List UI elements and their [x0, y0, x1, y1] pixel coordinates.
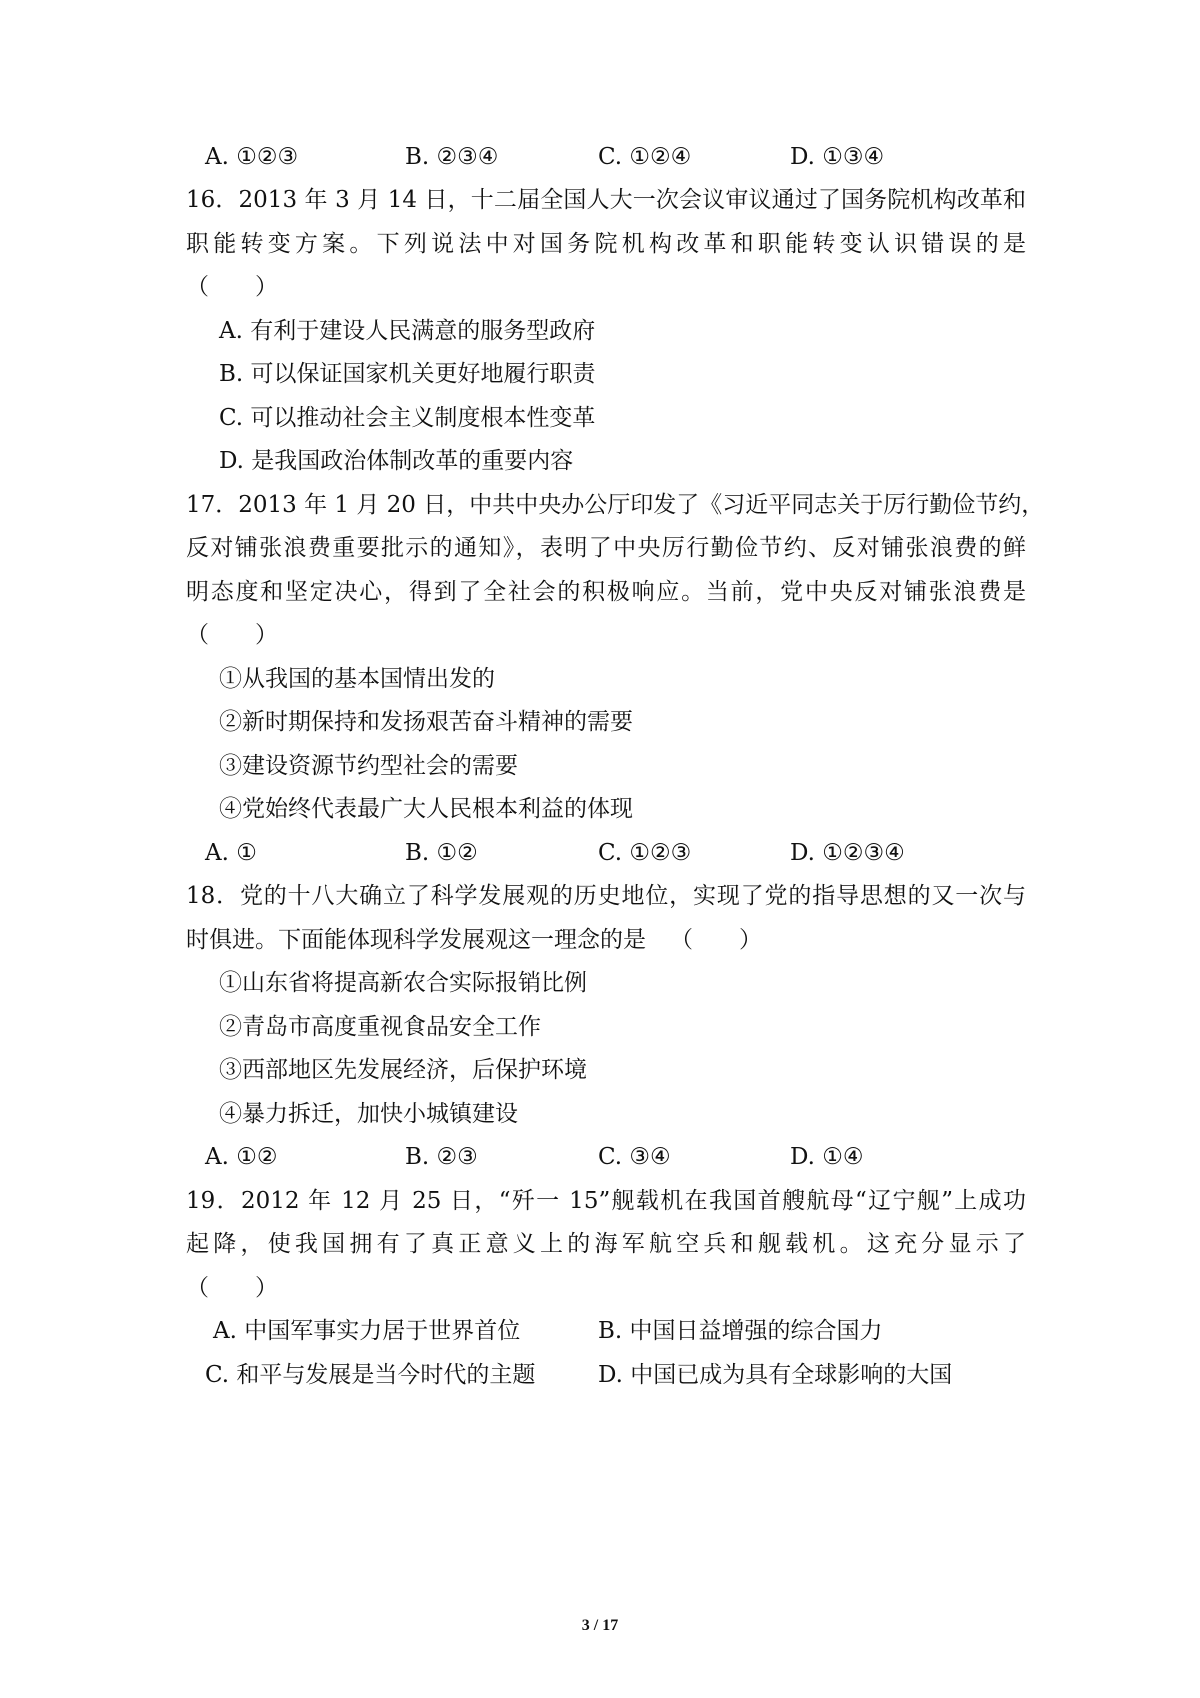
q17-stem-line-3: 明态度和坚定决心，得到了全社会的积极响应。当前，党中央反对铺张浪费是 [186, 579, 1026, 605]
q17-item-1: ①从我国的基本国情出发的 [219, 666, 495, 692]
q17-stem-line-1: 17．2013 年 1 月 20 日，中共中央办公厅印发了《习近平同志关于厉行勤俭节约， [186, 492, 1045, 518]
q18-option-d: D. ①④ [790, 1144, 864, 1170]
q17-item-4: ④党始终代表最广大人民根本利益的体现 [219, 796, 633, 822]
q16-option-b: B. 可以保证国家机关更好地履行职责 [219, 361, 596, 387]
q15-option-b: B. ②③④ [405, 144, 499, 170]
q16-stem-line-1: 16．2013 年 3 月 14 日，十二届全国人大一次会议审议通过了国务院机构改革和 [186, 187, 1026, 213]
q19-stem-line-2: 起降，使我国拥有了真正意义上的海军航空兵和舰载机。这充分显示了 [186, 1231, 1026, 1257]
q18-item-3: ③西部地区先发展经济，后保护环境 [219, 1057, 587, 1083]
q15-option-d: D. ①③④ [790, 144, 885, 170]
q17-item-2: ②新时期保持和发扬艰苦奋斗精神的需要 [219, 709, 633, 735]
q16-stem-line-2: 职能转变方案。下列说法中对国务院机构改革和职能转变认识错误的是 [186, 231, 1026, 257]
q19-option-b: B. 中国日益增强的综合国力 [598, 1318, 883, 1344]
q15-option-c: C. ①②④ [598, 144, 692, 170]
q16-option-a: A. 有利于建设人民满意的服务型政府 [219, 318, 596, 344]
q17-item-3: ③建设资源节约型社会的需要 [219, 753, 518, 779]
q18-item-2: ②青岛市高度重视食品安全工作 [219, 1014, 541, 1040]
q19-stem-line-1: 19．2012 年 12 月 25 日，“歼一 15”舰载机在我国首艘航母“辽宁舰”上成功 [186, 1188, 1026, 1214]
q19-option-d: D. 中国已成为具有全球影响的大国 [598, 1362, 953, 1388]
q18-option-a: A. ①② [205, 1144, 278, 1170]
q16-option-d: D. 是我国政治体制改革的重要内容 [219, 448, 574, 474]
q17-option-a: A. ① [205, 840, 257, 866]
q17-option-d: D. ①②③④ [790, 840, 905, 866]
q19-option-c: C. 和平与发展是当今时代的主题 [205, 1362, 536, 1388]
q18-option-b: B. ②③ [405, 1144, 478, 1170]
q19-answer-paren: （ ） [186, 1275, 278, 1301]
q18-stem-line-1: 18．党的十八大确立了科学发展观的历史地位，实现了党的指导思想的又一次与 [186, 883, 1026, 909]
q17-answer-paren: （ ） [186, 622, 278, 648]
q18-option-c: C. ③④ [598, 1144, 671, 1170]
q18-stem-line-2: 时俱进。下面能体现科学发展观这一理念的是 [186, 927, 646, 953]
page-number: 3 / 17 [581, 1617, 619, 1634]
q15-option-a: A. ①②③ [205, 144, 299, 170]
q18-answer-paren: （ ） [670, 927, 762, 953]
q17-stem-line-2: 反对铺张浪费重要批示的通知》，表明了中央厉行勤俭节约、反对铺张浪费的鲜 [186, 535, 1026, 561]
q19-option-a: A. 中国军事实力居于世界首位 [213, 1318, 521, 1344]
q18-item-4: ④暴力拆迁，加快小城镇建设 [219, 1101, 518, 1127]
q16-option-c: C. 可以推动社会主义制度根本性变革 [219, 405, 596, 431]
q17-option-b: B. ①② [405, 840, 478, 866]
q16-answer-paren: （ ） [186, 274, 278, 300]
q18-item-1: ①山东省将提高新农合实际报销比例 [219, 970, 587, 996]
q17-option-c: C. ①②③ [598, 840, 692, 866]
